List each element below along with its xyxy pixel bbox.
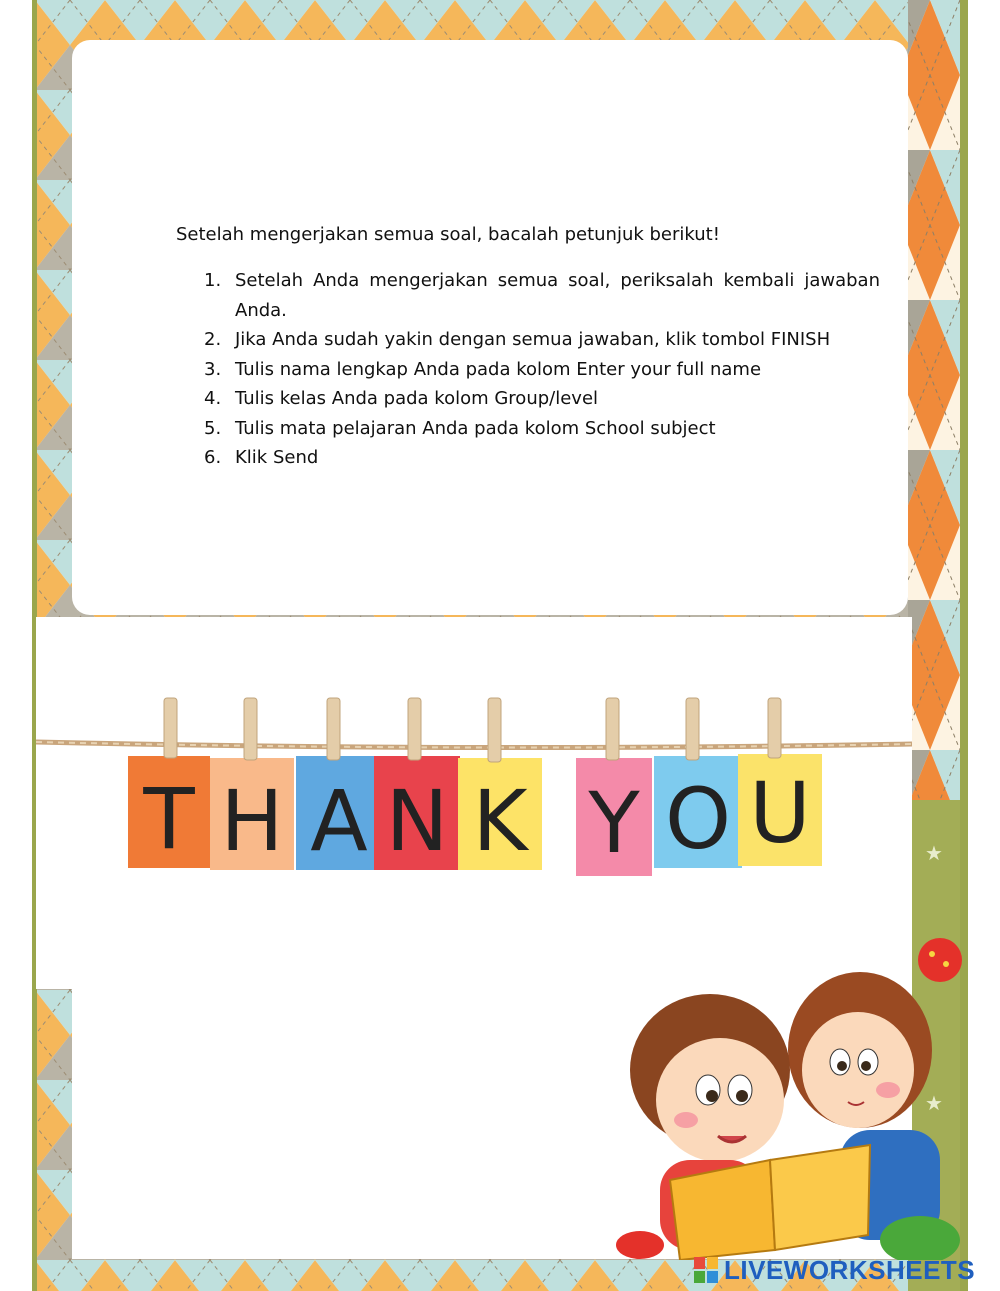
list-item: 1. Setelah Anda mengerjakan semua soal, periksalah kembali jawaban Anda.	[204, 270, 880, 321]
svg-text:N: N	[385, 772, 449, 870]
liveworksheets-logo-text: LIVEWORKSHEETS	[724, 1254, 976, 1285]
svg-text:Y: Y	[588, 774, 640, 872]
list-item: 2. Jika Anda sudah yakin dengan semua jawaban, klik tombol FINISH	[204, 329, 831, 350]
list-item: 3. Tulis nama lengkap Anda pada kolom Enter your full name	[204, 358, 762, 380]
letter-card-t	[128, 698, 210, 868]
letter-card-u	[738, 698, 822, 866]
svg-text:H: H	[220, 772, 284, 870]
svg-text:★: ★	[925, 841, 943, 865]
letter-card-k	[458, 698, 542, 870]
letter-card-h	[210, 698, 294, 870]
letter-card-a	[296, 698, 382, 870]
letter-card-y	[576, 698, 652, 876]
children-reading-illustration	[600, 930, 970, 1260]
list-item: 5. Tulis mata pelajaran Anda pada kolom School subject	[204, 417, 716, 439]
svg-text:U: U	[749, 764, 811, 862]
letter-card-n	[374, 698, 460, 870]
svg-text:O: O	[664, 770, 732, 868]
svg-text:★: ★	[925, 1091, 943, 1115]
svg-text:T: T	[143, 770, 195, 868]
letter-card-o	[654, 698, 742, 868]
instructions-intro: Setelah mengerjakan semua soal, bacalah petunjuk berikut!	[176, 224, 720, 245]
list-item: 4. Tulis kelas Anda pada kolom Group/level	[204, 388, 599, 409]
instructions-list	[204, 266, 880, 473]
liveworksheets-badge-icon	[694, 1257, 718, 1283]
thank-you-banner	[36, 690, 912, 890]
svg-text:A: A	[310, 772, 368, 870]
svg-text:K: K	[472, 772, 528, 870]
liveworksheets-logo	[694, 1254, 994, 1286]
list-item: 6. Klik Send	[204, 447, 319, 468]
